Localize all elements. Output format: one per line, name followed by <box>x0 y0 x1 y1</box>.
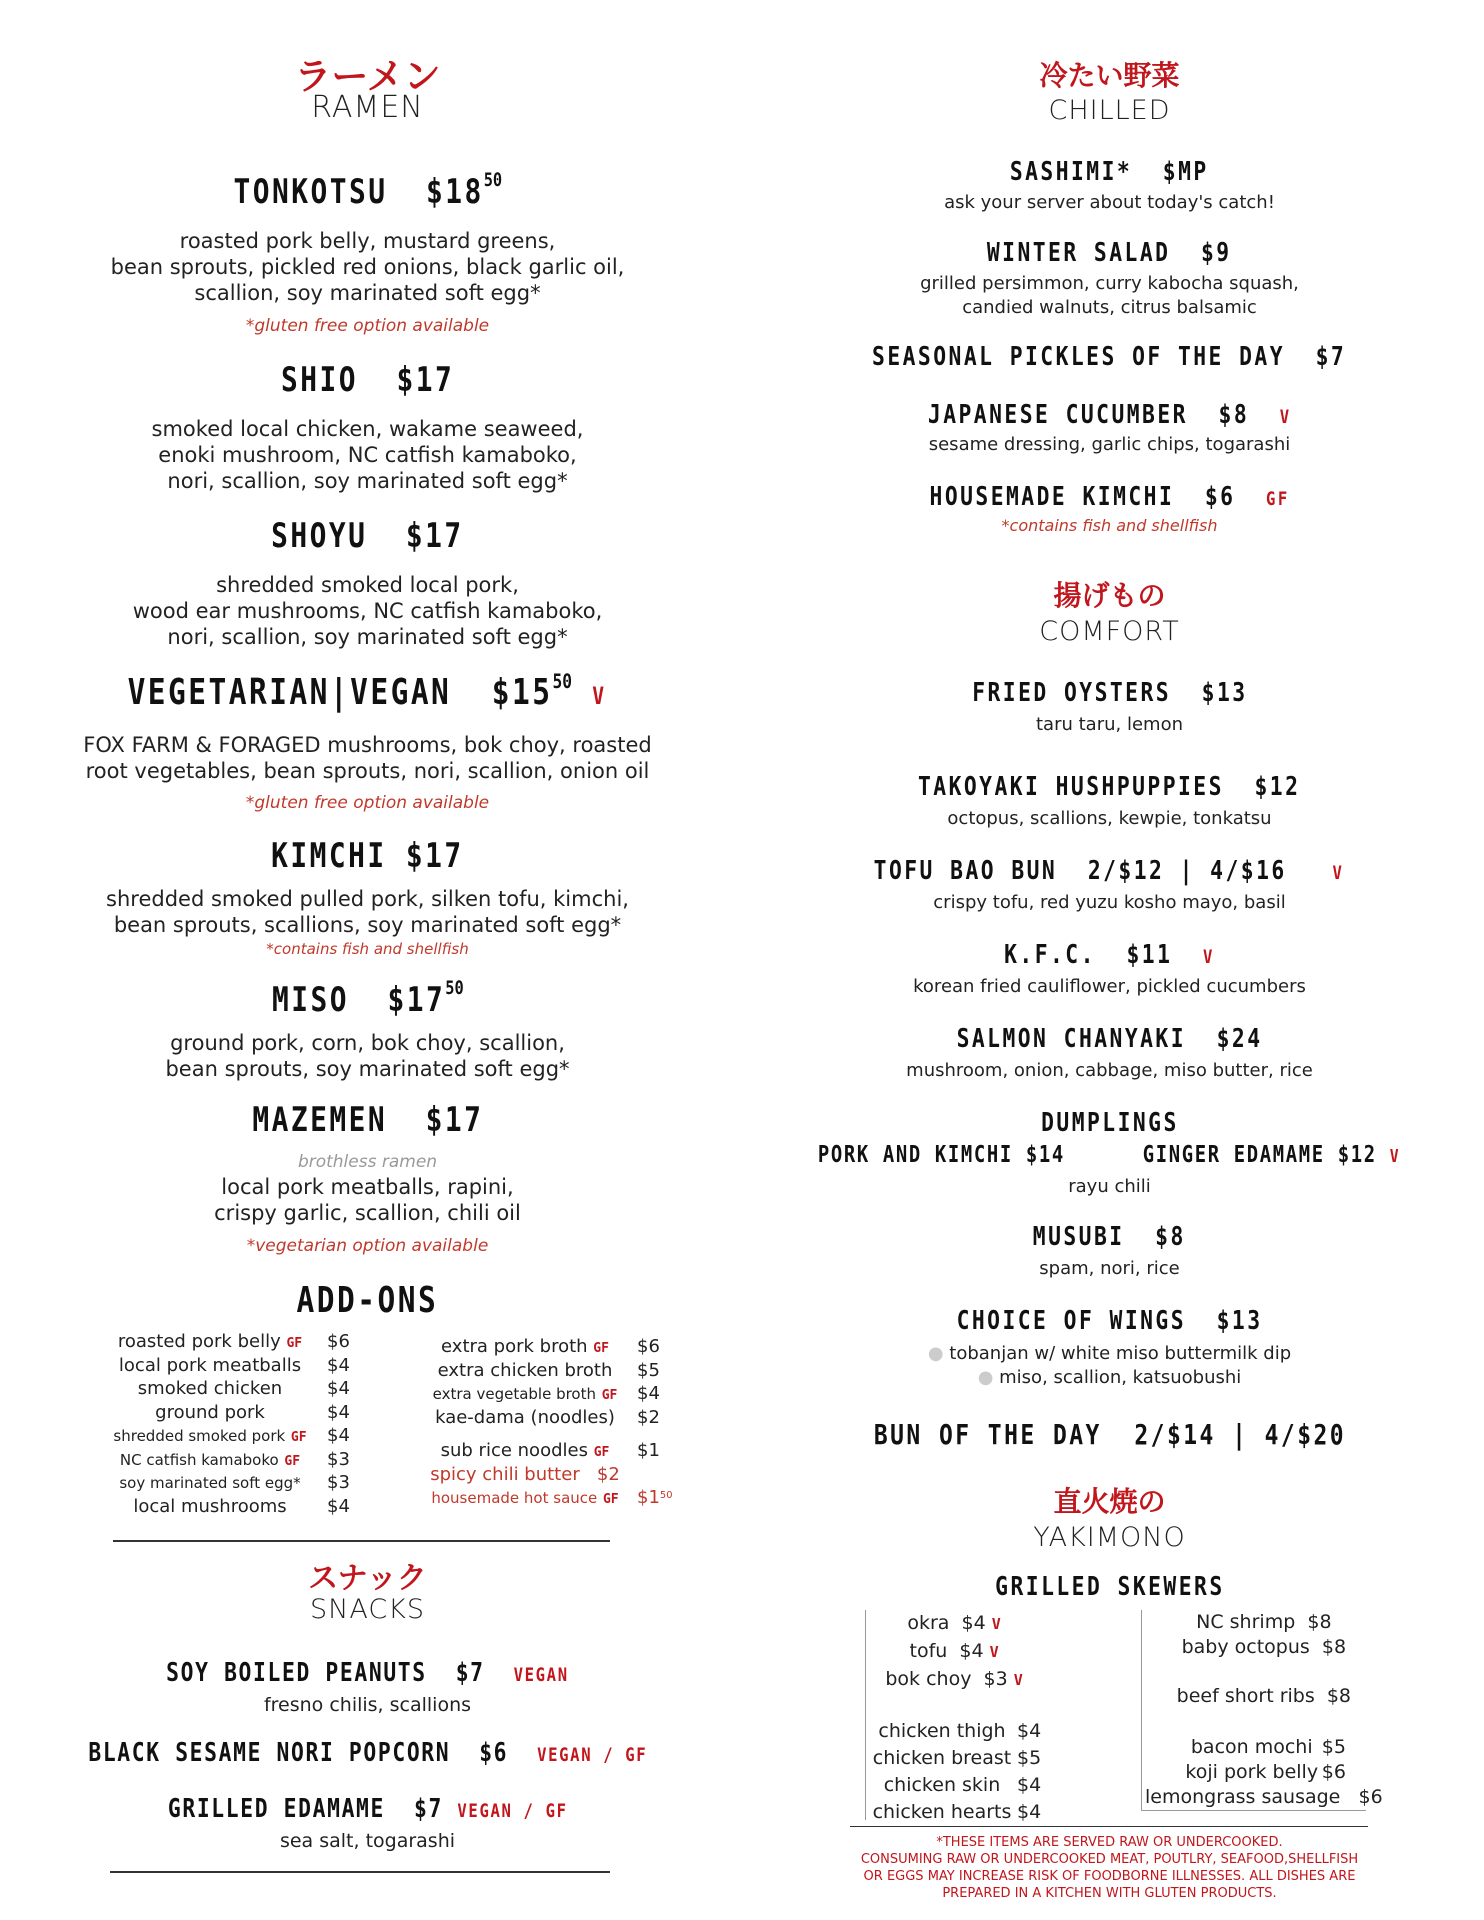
tonkotsu-description: roasted pork belly, mustard greens, bean sprouts, pickled red onions, black garlic oil, scallion, soy marinated soft egg* <box>110 229 625 305</box>
divider <box>113 1540 610 1542</box>
skewer-item: NC shrimp $8 <box>1196 1611 1332 1633</box>
kimchi-note: *contains fish and shellfish <box>266 940 469 958</box>
comfort-jp-title: 揚げもの <box>1053 579 1166 612</box>
addon-row: soy marinated soft egg* $3 <box>119 1472 350 1493</box>
skewer-divider-bottom <box>1141 1810 1366 1811</box>
addons-title: ADD-ONS <box>296 1280 439 1321</box>
menu-item-sashimi: SASHIMI* $MP <box>1010 157 1209 187</box>
menu-item-miso: MISO $\$17^{50}$ <box>271 978 464 1020</box>
chilled-jp-title: 冷たい野菜 <box>1039 59 1180 92</box>
addon-row: spicy chili butter $2 <box>430 1463 620 1485</box>
menu-item-salmon-chanyaki: SALMON CHANYAKI $24 <box>956 1024 1263 1054</box>
menu-item-seasonal-pickles: SEASONAL PICKLES OF THE DAY $7 <box>872 342 1347 372</box>
skewer-item: chicken breast $5 <box>872 1747 1042 1769</box>
peanuts-description: fresno chilis, scallions <box>263 1694 472 1716</box>
skewer-item: beef short ribs $8 <box>1176 1685 1352 1707</box>
addon-row: smoked chicken $4 <box>137 1378 350 1399</box>
skewers-right-list <box>1145 1610 1383 1810</box>
kfc-description: korean fried cauliflower, pickled cucumbers <box>913 976 1306 997</box>
addon-row: extra vegetable broth GF $4 <box>432 1383 660 1404</box>
addons-left-list <box>65 1330 355 1518</box>
menu-item-soy-boiled-peanuts: SOY BOILED PEANUTS $7 VEGAN <box>166 1658 569 1688</box>
addon-row: ground pork $4 <box>155 1401 350 1423</box>
addon-row: kae-dama (noodles) $2 <box>435 1406 660 1428</box>
addon-row: extra chicken broth $5 <box>437 1359 660 1381</box>
ramen-jp-title: ラーメン <box>294 55 441 98</box>
skewer-divider-mid <box>1141 1610 1142 1810</box>
skewer-item: bok choy $3 V <box>885 1668 1023 1690</box>
addon-row: local pork meatballs $4 <box>118 1354 350 1376</box>
menu-item-housemade-kimchi: HOUSEMADE KIMCHI $6 GF <box>929 482 1290 512</box>
addon-row: local mushrooms $4 <box>133 1495 350 1517</box>
dumplings-options: PORK AND KIMCHI $14 GINGER EDAMAME $12 V <box>818 1142 1401 1168</box>
skewer-divider-left <box>865 1610 866 1820</box>
divider <box>110 1871 610 1873</box>
skewer-item: lemongrass sausage $6 <box>1145 1786 1383 1808</box>
menu-item-winter-salad: WINTER SALAD $9 <box>987 238 1232 268</box>
raw-food-disclaimer: *THESE ITEMS ARE SERVED RAW OR UNDERCOOKED. CONSUMING RAW OR UNDERCOOKED MEAT, POUTLRY, SEAFOOD,SHELLFISH OR EGGS MAY INCREASE RISK OF FOODBORNE ILLNESSES. ALL DISHES ARE PREPARED IN A KITCHEN WITH GLUTEN PRODUCTS. <box>860 1835 1359 1901</box>
addon-row: sub rice noodles GF $1 <box>440 1440 660 1461</box>
shoyu-description: shredded smoked local pork, wood ear mushrooms, NC catfish kamaboko, nori, scallion, soy marinated soft egg* <box>132 573 603 649</box>
menu-item-shoyu: SHOYU $17 <box>271 516 464 556</box>
mazemen-subtitle: brothless ramen <box>297 1152 438 1172</box>
addons-right-list <box>375 1335 675 1510</box>
addon-row: NC catfish kamaboko GF $3 <box>119 1448 350 1470</box>
winter-salad-description: grilled persimmon, curry kabocha squash, candied walnuts, citrus balsamic <box>920 273 1299 318</box>
skewer-item: baby octopus $8 <box>1181 1636 1347 1658</box>
divider <box>850 1826 1368 1827</box>
tofu-bao-description: crispy tofu, red yuzu kosho mayo, basil <box>933 892 1286 913</box>
miso-description: ground pork, corn, bok choy, scallion, bean sprouts, soy marinated soft egg* <box>165 1031 570 1081</box>
skewer-item: chicken thigh $4 <box>878 1720 1042 1742</box>
tonkotsu-note: *gluten free option available <box>245 316 490 336</box>
musubi-description: spam, nori, rice <box>1039 1258 1180 1279</box>
yakimono-jp-title: 直火焼の <box>1053 1485 1166 1518</box>
menu-item-tofu-bao: TOFU BAO BUN 2/$12 | 4/$16 V <box>874 856 1345 886</box>
ramen-en-title: RAMEN <box>311 90 424 125</box>
comfort-en-title: COMFORT <box>1039 616 1180 647</box>
bullet-icon: ● <box>977 1367 994 1388</box>
addon-row: housemade hot sauce GF $\$1^{50}$ <box>431 1487 673 1508</box>
menu-item-takoyaki: TAKOYAKI HUSHPUPPIES $12 <box>918 772 1301 802</box>
vegetarian-description: FOX FARM & FORAGED mushrooms, bok choy, roasted root vegetables, bean sprouts, nori, scallion, onion oil <box>83 733 652 783</box>
addon-row: roasted pork belly GF $6 <box>117 1331 350 1352</box>
shio-description: smoked local chicken, wakame seaweed, enoki mushroom, NC catfish kamaboko, nori, scallion, soy marinated soft egg* <box>151 417 584 493</box>
vegetarian-note: *gluten free option available <box>245 793 490 813</box>
mazemen-description: local pork meatballs, rapini, crispy garlic, scallion, chili oil <box>214 1175 521 1225</box>
skewer-item: okra $4 V <box>907 1612 1001 1634</box>
menu-item-vegetarian-vegan: VEGETARIAN|VEGAN $\$15^{50}$ V <box>127 670 607 713</box>
takoyaki-description: octopus, scallions, kewpie, tonkatsu <box>947 808 1272 829</box>
menu-item-bun-of-the-day: BUN OF THE DAY 2/$14 | 4/$20 <box>873 1418 1346 1451</box>
menu-item-japanese-cucumber: JAPANESE CUCUMBER $8 V <box>927 400 1292 430</box>
skewers-left-list <box>867 1610 1041 1826</box>
chilled-en-title: CHILLED <box>1048 95 1171 126</box>
dumplings-title: DUMPLINGS <box>1040 1108 1179 1138</box>
menu-item-nori-popcorn: BLACK SESAME NORI POPCORN $6 VEGAN / GF <box>88 1738 647 1768</box>
dumplings-description: rayu chili <box>1068 1176 1151 1197</box>
menu-item-fried-oysters: FRIED OYSTERS $13 <box>971 678 1248 708</box>
sashimi-description: ask your server about today's catch! <box>944 192 1275 213</box>
housemade-kimchi-note: *contains fish and shellfish <box>1001 516 1218 535</box>
skewer-item: chicken hearts $4 <box>872 1801 1042 1823</box>
addon-row: extra pork broth GF $6 <box>441 1336 660 1357</box>
menu-item-musubi: MUSUBI $8 <box>1033 1222 1186 1252</box>
bullet-icon: ● <box>927 1343 944 1364</box>
snacks-jp-title: スナック <box>308 1561 427 1596</box>
menu-item-tonkotsu: TONKOTSU $\$18^{50}$ <box>233 170 502 212</box>
menu-item-kfc: K.F.C. $11 V <box>1004 940 1215 970</box>
skewer-item: chicken skin $4 <box>883 1774 1042 1796</box>
oysters-description: taru taru, lemon <box>1036 714 1183 735</box>
skewer-item: tofu $4 V <box>909 1640 999 1662</box>
yakimono-en-title: YAKIMONO <box>1033 1522 1186 1553</box>
grilled-skewers-title: GRILLED SKEWERS <box>994 1572 1225 1602</box>
kimchi-description: shredded smoked pulled pork, silken tofu, kimchi, bean sprouts, scallions, soy marinated soft egg* <box>106 887 629 937</box>
edamame-description: sea salt, togarashi <box>279 1830 456 1852</box>
menu-item-mazemen: MAZEMEN $17 <box>252 1100 483 1140</box>
menu-item-kimchi: KIMCHI $17 <box>271 836 464 876</box>
cucumber-description: sesame dressing, garlic chips, togarashi <box>928 434 1291 455</box>
menu-item-grilled-edamame: GRILLED EDAMAME $7 VEGAN / GF <box>167 1794 568 1824</box>
menu-item-shio: SHIO $17 <box>280 360 455 400</box>
addon-row: shredded smoked pork GF $4 <box>113 1425 350 1446</box>
skewer-item: koji pork belly $6 <box>1185 1761 1346 1783</box>
mazemen-note: *vegetarian option available <box>246 1236 489 1256</box>
snacks-en-title: SNACKS <box>309 1594 426 1625</box>
wings-options: ● tobanjan w/ white miso buttermilk dip ● miso, scallion, katsuobushi <box>927 1343 1292 1388</box>
salmon-description: mushroom, onion, cabbage, miso butter, rice <box>906 1060 1313 1081</box>
skewer-item: bacon mochi $5 <box>1190 1736 1346 1758</box>
menu-item-choice-of-wings: CHOICE OF WINGS $13 <box>956 1306 1263 1336</box>
